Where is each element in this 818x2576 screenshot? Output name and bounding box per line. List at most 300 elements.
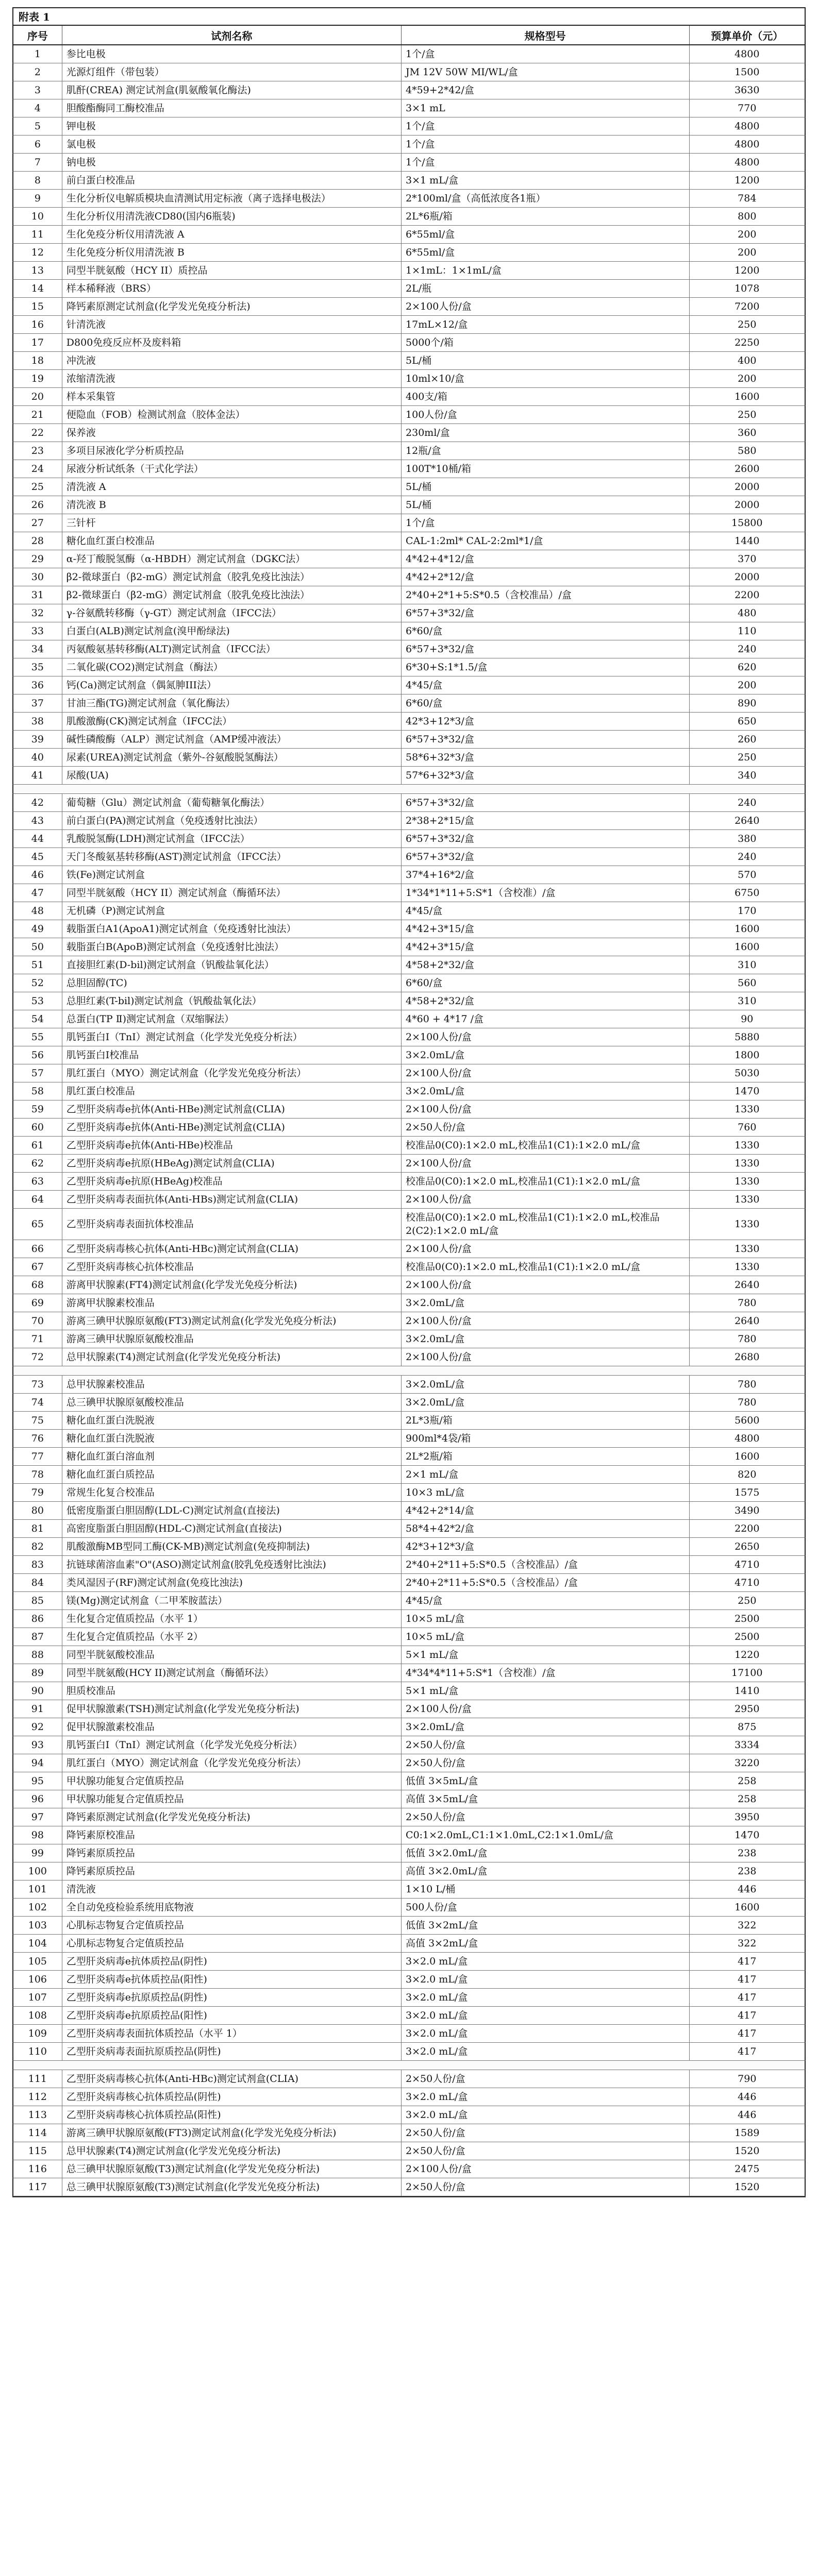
table-row [12,848,806,866]
row-price: 250 [738,752,757,763]
table-row [12,550,806,568]
row-name: 总三碘甲状腺原氨酸(T3)测定试剂盒(化学发光免疫分析法) [62,2178,402,2196]
row-spec: 4*42+2*12/盒 [402,568,690,586]
row-no: 79 [13,1484,62,1501]
table-row [12,1376,806,1394]
row-spec: 5L/桶 [402,496,690,514]
row-price: 380 [738,833,757,844]
row-spec: 2×100人份/盒 [402,1064,690,1082]
row-no: 15 [13,298,62,315]
row-no: 76 [13,1430,62,1447]
row-no: 98 [13,1826,62,1844]
row-price: 2680 [734,1351,760,1363]
table-row [12,956,806,974]
row-spec: 4*42+3*15/盒 [402,938,690,956]
section-gap [12,1366,806,1376]
row-price: 417 [738,2046,757,2057]
row-no: 93 [13,1736,62,1754]
table-row [12,2070,806,2088]
table-row [12,63,806,81]
row-no: 9 [13,190,62,207]
row-no: 46 [13,866,62,884]
row-price: 2950 [734,1703,760,1715]
row-spec: 5L/桶 [402,352,690,369]
row-no: 42 [13,794,62,811]
row-name: 同型半胱氨酸(HCY II)测定试剂盒（酶循环法） [62,1664,402,1682]
row-name: 前白蛋白(PA)测定试剂盒（免疫透射比浊法） [62,812,402,829]
row-name: 促甲状腺激素(TSH)测定试剂盒(化学发光免疫分析法) [62,1700,402,1718]
row-name: 乙型肝炎病毒e抗体(Anti-HBe)测定试剂盒(CLIA) [62,1118,402,1136]
table-row [12,1917,806,1935]
row-price: 417 [738,2028,757,2039]
row-price: 2640 [734,815,760,826]
row-name: 前白蛋白校准品 [62,172,402,189]
row-name: 糖化血红蛋白溶血剂 [62,1448,402,1465]
row-no: 102 [13,1899,62,1916]
row-name: 生化分析仪用清洗液CD80(国内6瓶装) [62,208,402,225]
row-no: 74 [13,1394,62,1411]
row-spec: 校准品0(C0):1×2.0 mL,校准品1(C1):1×2.0 mL,校准品2(C2):1×2.0 mL/盒 [402,1209,690,1240]
row-spec: 1个/盒 [402,117,690,135]
row-no: 2 [13,63,62,81]
row-spec: 6*60/盒 [402,622,690,640]
row-name: 清洗液 B [62,496,402,514]
table-row [12,1100,806,1118]
row-name: 乙型肝炎病毒核心抗体(Anti-HBc)测定试剂盒(CLIA) [62,1240,402,1258]
table-row [12,1155,806,1173]
table-row [12,1664,806,1682]
row-spec: 3×2.0mL/盒 [402,1294,690,1312]
row-name: 生化分析仪电解质模块血清测试用定标液（离子选择电极法） [62,190,402,207]
row-price: 1575 [734,1487,760,1498]
row-price: 1410 [734,1685,760,1697]
row-spec: 2×100人份/盒 [402,1312,690,1330]
row-name: α-羟丁酸脱氢酶（α-HBDH）测定试剂盒（DGKC法） [62,550,402,568]
table-row [12,370,806,388]
table-row [12,2043,806,2061]
row-name: 乙型肝炎病毒e抗体(Anti-HBe)测定试剂盒(CLIA) [62,1100,402,1118]
table-header [12,25,806,45]
table-row [12,424,806,442]
row-price: 3490 [734,1505,760,1516]
row-name: 同型半胱氨酸校准品 [62,1646,402,1664]
table-row [12,731,806,749]
row-name: 总蛋白(TP Ⅱ)测定试剂盒（双缩脲法） [62,1010,402,1028]
row-no: 49 [13,920,62,938]
row-spec: 2×100人份/盒 [402,1348,690,1366]
section-gap [12,785,806,794]
row-name: 乙型肝炎病毒e抗体(Anti-HBe)校准品 [62,1137,402,1154]
row-no: 27 [13,514,62,532]
table-row [12,866,806,884]
row-spec: 2×100人份/盒 [402,1276,690,1294]
row-name: 钠电极 [62,154,402,171]
table-row [12,2007,806,2025]
row-name: 载脂蛋白A1(ApoA1)测定试剂盒（免疫透射比浊法） [62,920,402,938]
row-no: 105 [13,1953,62,1970]
row-name: 乙型肝炎病毒核心抗体质控品(阴性) [62,2088,402,2106]
row-name: β2-微球蛋白（β2-mG）测定试剂盒（胶乳免疫比浊法） [62,586,402,604]
row-no: 70 [13,1312,62,1330]
row-price: 417 [738,1974,757,1985]
header-name: 试剂名称 [62,26,402,44]
row-price: 446 [738,2091,757,2103]
table-row [12,658,806,676]
row-price: 1330 [734,1176,760,1187]
row-price: 560 [738,977,757,989]
row-spec: 3×2.0mL/盒 [402,1046,690,1064]
row-no: 61 [13,1137,62,1154]
row-price: 2000 [734,499,760,511]
row-no: 28 [13,532,62,550]
row-price: 1200 [734,175,760,186]
table-row [12,974,806,992]
table-row [12,1448,806,1466]
row-spec: 1个/盒 [402,45,690,63]
table-row [12,938,806,956]
row-no: 36 [13,676,62,694]
row-price: 4800 [734,157,760,168]
row-no: 113 [13,2106,62,2124]
row-spec: 低值 3×2.0mL/盒 [402,1844,690,1862]
row-no: 58 [13,1082,62,1100]
row-price: 250 [738,409,757,420]
table-row [12,1935,806,1953]
row-no: 81 [13,1520,62,1537]
row-spec: 400支/箱 [402,388,690,405]
row-name: 肌红蛋白（MYO）测定试剂盒（化学发光免疫分析法） [62,1064,402,1082]
row-spec: 6*55ml/盒 [402,244,690,261]
row-no: 44 [13,830,62,848]
table-row [12,406,806,424]
table-row [12,532,806,550]
row-no: 55 [13,1028,62,1046]
row-name: 同型半胱氨酸（HCY II）测定试剂盒（酶循环法） [62,884,402,902]
row-name: γ-谷氨酰转移酶（γ-GT）测定试剂盒（IFCC法） [62,604,402,622]
row-no: 13 [13,262,62,279]
row-spec: 100T*10桶/箱 [402,460,690,478]
row-name: 多项目尿液化学分析质控品 [62,442,402,460]
row-price: 570 [738,869,757,880]
table-row [12,1520,806,1538]
row-price: 800 [738,211,757,222]
row-price: 3950 [734,1811,760,1823]
row-spec: 2*38+2*15/盒 [402,812,690,829]
row-price: 1500 [734,66,760,78]
row-price: 170 [738,905,757,917]
row-name: 降钙素原测定试剂盒(化学发光免疫分析法) [62,298,402,315]
row-price: 480 [738,607,757,619]
row-no: 80 [13,1502,62,1519]
row-spec: 3×2.0 mL/盒 [402,2043,690,2060]
row-price: 1200 [734,265,760,276]
row-spec: 校准品0(C0):1×2.0 mL,校准品1(C1):1×2.0 mL/盒 [402,1137,690,1154]
table-row [12,622,806,640]
row-no: 69 [13,1294,62,1312]
row-spec: 4*42+3*15/盒 [402,920,690,938]
row-spec: 5×1 mL/盒 [402,1682,690,1700]
row-name: 乙型肝炎病毒e抗原(HBeAg)测定试剂盒(CLIA) [62,1155,402,1172]
row-spec: 4*58+2*32/盒 [402,992,690,1010]
table-row [12,812,806,830]
row-no: 66 [13,1240,62,1258]
table-row [12,2142,806,2160]
row-spec: 2×50人份/盒 [402,1118,690,1136]
row-spec: 2L/瓶 [402,280,690,297]
row-price: 770 [738,103,757,114]
row-name: 类风湿因子(RF)测定试剂盒(免疫比浊法) [62,1574,402,1591]
row-spec: 低值 3×2mL/盒 [402,1917,690,1934]
row-name: 游离甲状腺素校准品 [62,1294,402,1312]
row-spec: 10×5 mL/盒 [402,1628,690,1646]
row-spec: 2×100人份/盒 [402,1100,690,1118]
row-price: 1600 [734,941,760,953]
table-row [12,1330,806,1348]
table-row [12,298,806,316]
table-row [12,1276,806,1294]
row-name: 肌酐(CREA) 测定试剂盒(肌氨酸氧化酶法) [62,81,402,99]
row-name: 总胆红素(T-bil)测定试剂盒（钒酸盐氧化法） [62,992,402,1010]
row-price: 5880 [734,1031,760,1043]
row-no: 103 [13,1917,62,1934]
row-name: 总甲状腺素校准品 [62,1376,402,1393]
table-row [12,208,806,226]
row-price: 1589 [734,2127,760,2139]
row-price: 4800 [734,121,760,132]
table-row [12,1430,806,1448]
row-no: 11 [13,226,62,243]
row-price: 2650 [734,1541,760,1552]
table-row [12,1466,806,1484]
row-no: 32 [13,604,62,622]
row-spec: 低值 3×5mL/盒 [402,1772,690,1790]
row-no: 10 [13,208,62,225]
table-row [12,1484,806,1502]
row-no: 72 [13,1348,62,1366]
row-no: 111 [13,2070,62,2088]
table-row [12,794,806,812]
row-spec: 2×100人份/盒 [402,1240,690,1258]
row-price: 2600 [734,463,760,474]
row-name: 尿液分析试纸条（干式化学法） [62,460,402,478]
row-price: 1330 [734,1140,760,1151]
row-spec: 4*45/盒 [402,676,690,694]
row-price: 360 [738,427,757,438]
row-spec: 2×50人份/盒 [402,1754,690,1772]
row-no: 26 [13,496,62,514]
row-no: 104 [13,1935,62,1952]
row-no: 22 [13,424,62,442]
row-name: 葡萄糖（Glu）测定试剂盒（葡萄糖氧化酶法） [62,794,402,811]
row-spec: 1个/盒 [402,514,690,532]
row-spec: 6*57+3*32/盒 [402,848,690,866]
row-price: 5600 [734,1415,760,1426]
row-name: 总胆固醇(TC) [62,974,402,992]
row-price: 200 [738,247,757,258]
row-price: 784 [738,193,757,204]
row-price: 340 [738,770,757,781]
table-row [12,442,806,460]
row-price: 400 [738,355,757,366]
row-spec: 2*100ml/盒（高低浓度各1瓶） [402,190,690,207]
row-price: 780 [738,1297,757,1309]
row-spec: 3×2.0mL/盒 [402,1394,690,1411]
row-price: 875 [738,1721,757,1733]
row-name: 乙型肝炎病毒核心抗体校准品 [62,1258,402,1276]
row-no: 92 [13,1718,62,1736]
row-no: 62 [13,1155,62,1172]
row-spec: 37*4+16*2/盒 [402,866,690,884]
row-price: 250 [738,1595,757,1606]
row-spec: 3×2.0 mL/盒 [402,2007,690,2024]
row-no: 4 [13,99,62,117]
row-no: 45 [13,848,62,866]
table-row [12,920,806,938]
row-price: 417 [738,1992,757,2003]
row-spec: 3×2.0 mL/盒 [402,2025,690,2042]
row-no: 7 [13,154,62,171]
row-spec: 校准品0(C0):1×2.0 mL,校准品1(C1):1×2.0 mL/盒 [402,1173,690,1190]
row-spec: 42*3+12*3/盒 [402,713,690,730]
table-row [12,99,806,117]
row-name: 氯电极 [62,135,402,153]
row-spec: 3×2.0mL/盒 [402,1330,690,1348]
row-no: 110 [13,2043,62,2060]
row-no: 94 [13,1754,62,1772]
row-no: 85 [13,1592,62,1609]
row-no: 82 [13,1538,62,1555]
table-row [12,1971,806,1989]
row-name: 碱性磷酸酶（ALP）测定试剂盒（AMP缓冲液法） [62,731,402,748]
row-spec: 2×100人份/盒 [402,298,690,315]
row-price: 260 [738,734,757,745]
table-row [12,226,806,244]
row-no: 87 [13,1628,62,1646]
row-name: 乙型肝炎病毒表面抗体质控品（水平 1） [62,2025,402,2042]
table-row [12,676,806,694]
table-row [12,45,806,63]
row-price: 790 [738,2073,757,2084]
row-spec: 1*34*1*11+5:S*1（含校准）/盒 [402,884,690,902]
row-name: 游离三碘甲状腺原氨酸(FT3)测定试剂盒(化学发光免疫分析法) [62,1312,402,1330]
row-spec: 3×2.0 mL/盒 [402,1971,690,1988]
row-no: 18 [13,352,62,369]
row-price: 322 [738,1938,757,1949]
row-no: 54 [13,1010,62,1028]
row-name: 常规生化复合校准品 [62,1484,402,1501]
row-no: 67 [13,1258,62,1276]
row-spec: 6*57+3*32/盒 [402,604,690,622]
row-name: 游离三碘甲状腺原氨酸(FT3)测定试剂盒(化学发光免疫分析法) [62,2124,402,2142]
row-name: 降钙素原测定试剂盒(化学发光免疫分析法) [62,1808,402,1826]
row-spec: CAL-1:2ml* CAL-2:2ml*1/盒 [402,532,690,550]
row-name: 肌红蛋白（MYO）测定试剂盒（化学发光免疫分析法） [62,1754,402,1772]
table-row [12,352,806,370]
table-row [12,1502,806,1520]
row-no: 1 [13,45,62,63]
table-row [12,514,806,532]
row-no: 59 [13,1100,62,1118]
row-name: 乙型肝炎病毒e抗体质控品(阳性) [62,1971,402,1988]
row-price: 780 [738,1397,757,1408]
row-no: 37 [13,694,62,712]
row-no: 52 [13,974,62,992]
row-no: 68 [13,1276,62,1294]
row-no: 97 [13,1808,62,1826]
row-no: 90 [13,1682,62,1700]
table-row [12,2106,806,2124]
row-price: 200 [738,373,757,384]
table-row [12,1682,806,1700]
row-price: 6750 [734,887,760,899]
row-price: 417 [738,2010,757,2021]
row-spec: 2L*3瓶/箱 [402,1412,690,1429]
table-row [12,388,806,406]
row-price: 200 [738,680,757,691]
row-no: 24 [13,460,62,478]
row-no: 109 [13,2025,62,2042]
row-price: 240 [738,851,757,862]
row-spec: 2×100人份/盒 [402,1155,690,1172]
row-spec: 4*60 + 4*17 /盒 [402,1010,690,1028]
row-price: 200 [738,229,757,240]
row-price: 1470 [734,1086,760,1097]
table-row [12,1718,806,1736]
row-name: 总甲状腺素(T4)测定试剂盒(化学发光免疫分析法) [62,1348,402,1366]
row-no: 63 [13,1173,62,1190]
row-name: 胆酸酯酶同工酶校准品 [62,99,402,117]
row-price: 1330 [734,1243,760,1255]
row-name: 肌酸激酶(CK)测定试剂盒（IFCC法） [62,713,402,730]
row-no: 16 [13,316,62,333]
row-name: 丙氨酸氨基转移酶(ALT)测定试剂盒（IFCC法） [62,640,402,658]
table-row [12,1173,806,1191]
row-no: 96 [13,1790,62,1808]
table-row [12,2178,806,2196]
row-name: 抗链球菌溶血素"O"(ASO)测定试剂盒(胶乳免疫透射比浊法) [62,1556,402,1573]
row-name: 直接胆红素(D-bil)测定试剂盒（钒酸盐氧化法） [62,956,402,974]
table-row [12,1646,806,1664]
row-price: 1440 [734,535,760,547]
row-name: 乙型肝炎病毒表面抗体校准品 [62,1209,402,1240]
row-spec: 6*57+3*32/盒 [402,794,690,811]
row-name: 生化复合定值质控品（水平 1） [62,1610,402,1628]
table-row [12,1137,806,1155]
row-name: 光源灯组件（带包装） [62,63,402,81]
table-row [12,1312,806,1330]
row-spec: 2×100人份/盒 [402,1028,690,1046]
row-price: 3334 [734,1739,760,1751]
table-row [12,1209,806,1240]
row-spec: 12瓶/盒 [402,442,690,460]
table-row [12,604,806,622]
row-no: 75 [13,1412,62,1429]
row-name: 尿素(UREA)测定试剂盒（紫外-谷氨酸脱氢酶法） [62,749,402,766]
row-no: 78 [13,1466,62,1483]
row-spec: 58*6+32*3/盒 [402,749,690,766]
row-name: 乙型肝炎病毒e抗原质控品(阳性) [62,2007,402,2024]
row-name: 乳酸脱氢酶(LDH)测定试剂盒（IFCC法） [62,830,402,848]
row-no: 14 [13,280,62,297]
row-price: 1800 [734,1049,760,1061]
row-spec: 100人份/盒 [402,406,690,423]
row-no: 116 [13,2160,62,2178]
row-price: 2500 [734,1631,760,1642]
table-row [12,280,806,298]
row-price: 580 [738,445,757,456]
row-price: 446 [738,2109,757,2121]
row-price: 250 [738,319,757,330]
